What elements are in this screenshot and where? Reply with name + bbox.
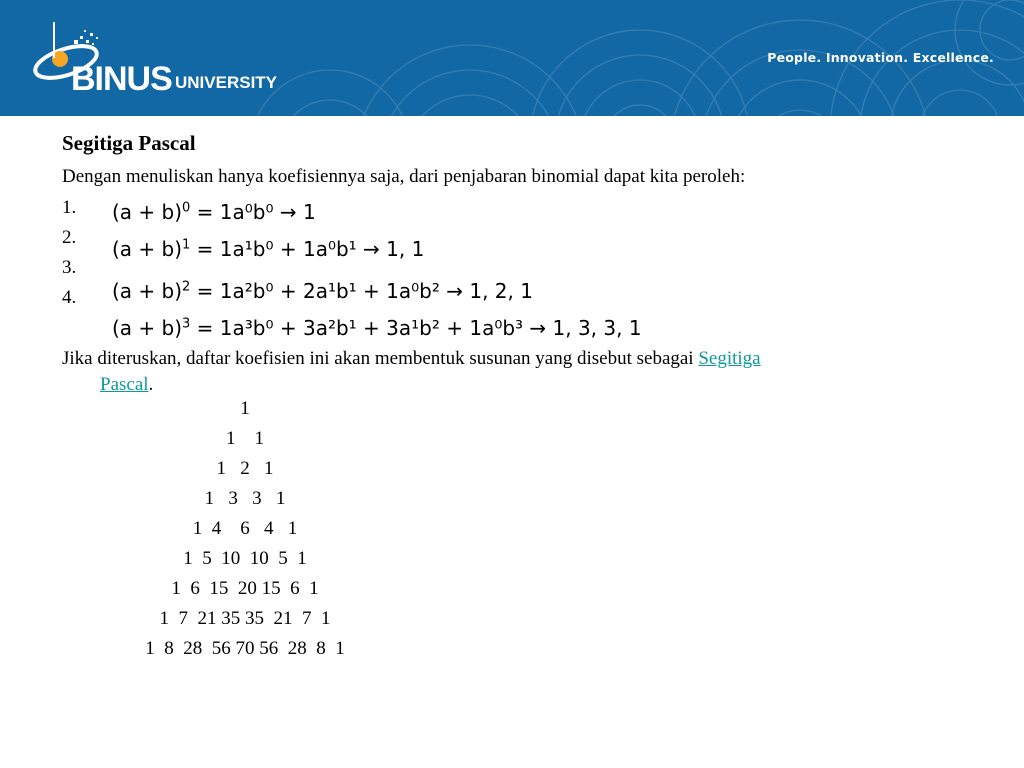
pascal-row: 1 1 bbox=[226, 428, 264, 449]
equation-rhs: = 1a⁰b⁰ → 1 bbox=[196, 200, 316, 224]
paragraph-end: . bbox=[148, 374, 154, 395]
pascal-row: 1 3 3 1 bbox=[204, 488, 286, 509]
logo-suffix-text: UNIVERSITY bbox=[175, 73, 278, 92]
equation-rhs: = 1a³b⁰ + 3a²b¹ + 3a¹b² + 1a⁰b³ → 1, 3, 3, 1 bbox=[196, 316, 642, 340]
pascal-row: 1 bbox=[240, 398, 250, 419]
pascal-row: 1 8 28 56 70 56 28 8 1 bbox=[145, 638, 345, 659]
equation-exponent: 2 bbox=[182, 279, 191, 295]
binus-logo[interactable] bbox=[22, 18, 312, 102]
binomial-equation bbox=[112, 279, 533, 303]
binomial-equation bbox=[112, 237, 424, 261]
pascal-row: 1 7 21 35 35 21 7 1 bbox=[159, 608, 331, 629]
logo-brand-text: BINUS bbox=[71, 60, 172, 98]
binomial-equation bbox=[112, 316, 642, 340]
equation-lhs: (a + b) bbox=[112, 279, 183, 303]
pascal-row: 1 4 6 4 1 bbox=[192, 518, 298, 539]
segitiga-pascal-link-cont[interactable]: Pascal bbox=[100, 374, 149, 395]
list-number: 2. bbox=[62, 227, 77, 248]
equation-lhs: (a + b) bbox=[112, 237, 183, 261]
equation-lhs: (a + b) bbox=[112, 200, 183, 224]
list-number: 4. bbox=[62, 287, 77, 308]
segitiga-pascal-link[interactable]: Segitiga bbox=[698, 348, 761, 369]
equation-exponent: 0 bbox=[182, 200, 191, 216]
pascal-row: 1 6 15 20 15 6 1 bbox=[171, 578, 319, 599]
pascal-row: 1 2 1 bbox=[216, 458, 274, 479]
list-number: 3. bbox=[62, 257, 77, 278]
tagline: People. Innovation. Excellence. bbox=[767, 50, 994, 65]
equation-exponent: 3 bbox=[182, 316, 191, 332]
slide-title: Segitiga Pascal bbox=[62, 131, 196, 155]
list-number: 1. bbox=[62, 197, 77, 218]
equation-exponent: 1 bbox=[182, 237, 191, 253]
paragraph-text: Jika diteruskan, daftar koefisien ini akan membentuk susunan yang disebut sebagai bbox=[62, 348, 699, 369]
numbered-list bbox=[62, 196, 76, 316]
header-band bbox=[0, 0, 1024, 116]
equation-rhs: = 1a¹b⁰ + 1a⁰b¹ → 1, 1 bbox=[196, 237, 425, 261]
binomial-equation bbox=[112, 200, 316, 224]
explanation-paragraph bbox=[62, 346, 922, 398]
equation-rhs: = 1a²b⁰ + 2a¹b¹ + 1a⁰b² → 1, 2, 1 bbox=[196, 279, 533, 303]
equation-lhs: (a + b) bbox=[112, 316, 183, 340]
intro-text: Dengan menuliskan hanya koefisiennya saja, dari penjabaran binomial dapat kita peroleh: bbox=[62, 166, 746, 187]
pascal-row: 1 5 10 10 5 1 bbox=[183, 548, 307, 569]
